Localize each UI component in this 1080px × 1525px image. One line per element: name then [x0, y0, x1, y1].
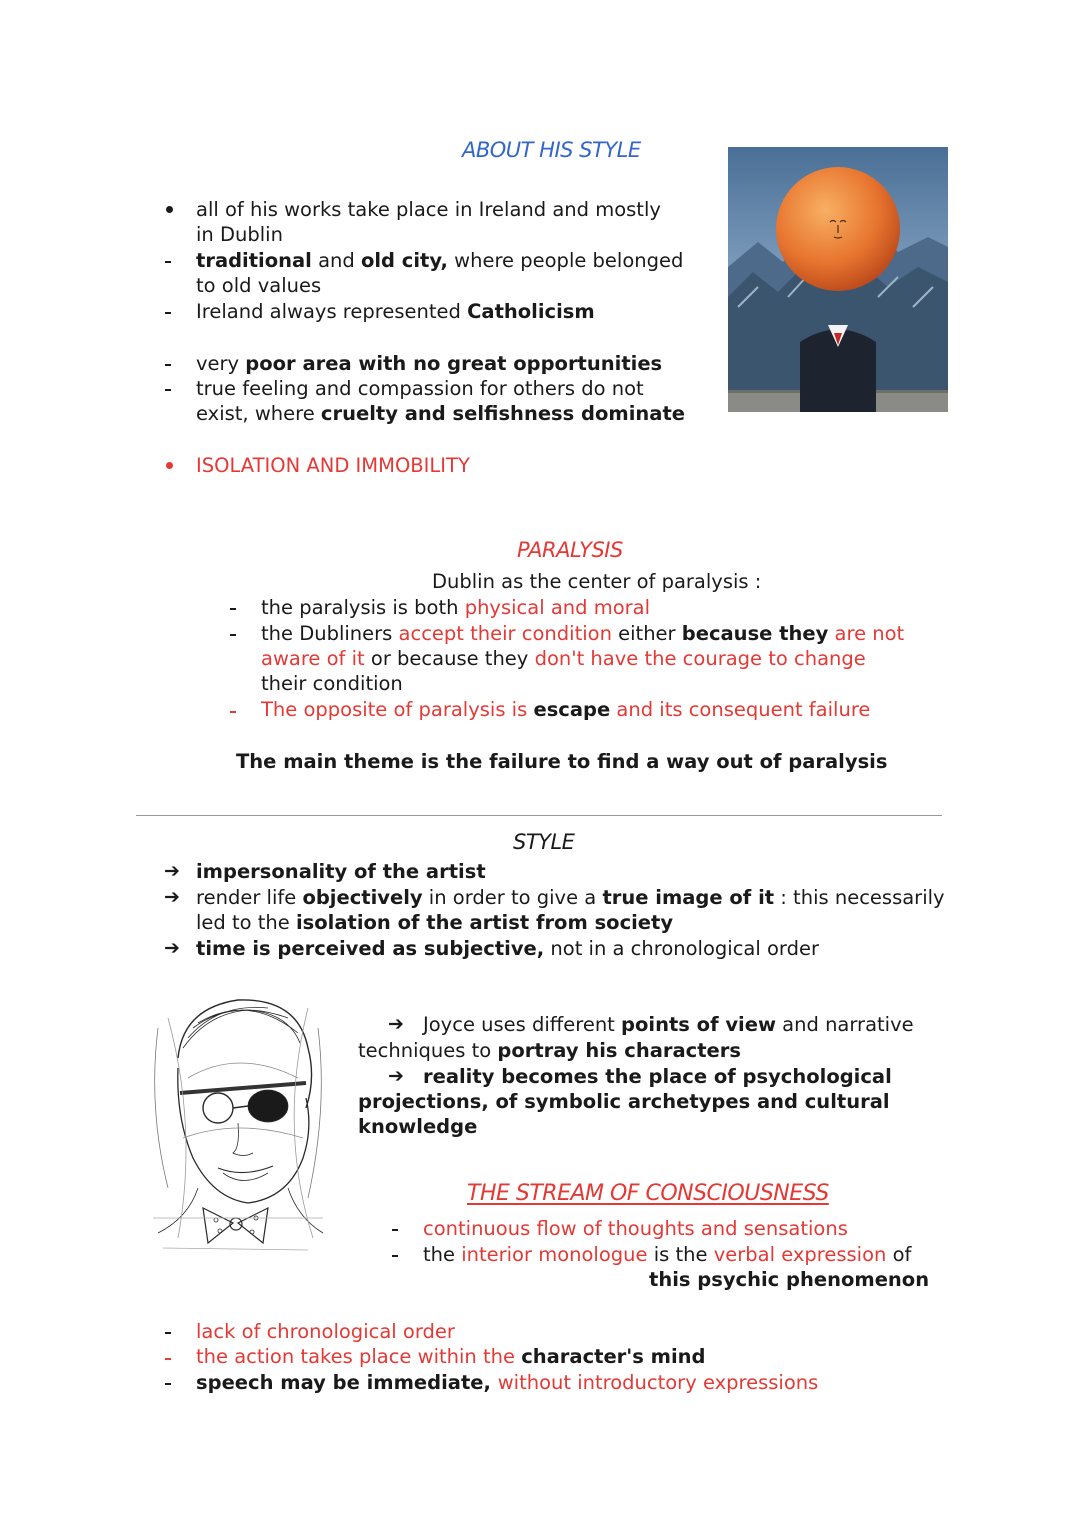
- text-run: impersonality of the artist: [196, 860, 486, 883]
- text-line: [196, 1370, 818, 1396]
- text-line: [196, 273, 321, 299]
- text-run: verbal expression: [713, 1243, 887, 1266]
- dash-bullet: [165, 364, 171, 366]
- text-run: and: [311, 249, 361, 272]
- text-line: [196, 859, 486, 885]
- arrow-right-icon: ➔: [164, 886, 180, 908]
- text-run: portray his characters: [497, 1039, 742, 1062]
- main-theme: The main theme is the failure to find a way out of paralysis: [236, 750, 888, 773]
- text-line: [196, 197, 661, 223]
- dash-bullet: [165, 261, 171, 263]
- text-run: time is perceived as subjective,: [196, 937, 545, 960]
- text-run: without introductory expressions: [497, 1371, 819, 1394]
- text-run: escape: [533, 698, 611, 721]
- text-run: the paralysis is both: [261, 596, 465, 619]
- text-line: [358, 1089, 890, 1115]
- highlight-isolation: ISOLATION AND IMMOBILITY: [196, 454, 470, 477]
- text-run: led to the: [196, 911, 296, 934]
- dash-bullet: [165, 389, 171, 391]
- arrow-right-icon: ➔: [164, 937, 180, 959]
- text-line: [196, 222, 283, 248]
- text-run: points of view: [621, 1013, 776, 1036]
- text-run: is the: [647, 1243, 714, 1266]
- text-run: cruelty and selfishness dominate: [320, 402, 685, 425]
- text-line: [358, 1038, 741, 1064]
- arrow-right-icon: ➔: [388, 1065, 404, 1087]
- text-run: old city,: [360, 249, 448, 272]
- section-title-stream-of-consciousness: THE STREAM OF CONSCIOUSNESS: [467, 1181, 829, 1206]
- text-run: the: [423, 1243, 462, 1266]
- dash-bullet: [392, 1255, 398, 1257]
- text-run: and: [544, 596, 594, 619]
- text-run: moral: [593, 596, 651, 619]
- text-run: continuous flow of thoughts and sensations: [423, 1217, 848, 1240]
- text-run: the action takes place within the: [196, 1345, 522, 1368]
- text-line: [423, 1242, 911, 1268]
- text-run: where people belonged: [447, 249, 684, 272]
- text-run: are not: [834, 622, 905, 645]
- dash-bullet: [230, 634, 236, 636]
- text-run: true image of it: [602, 886, 775, 909]
- text-run: in order to give a: [422, 886, 603, 909]
- text-run: the Dubliners: [261, 622, 399, 645]
- text-line: [261, 595, 650, 621]
- bullet-dot: [166, 206, 173, 213]
- text-run: The opposite of paralysis is: [261, 698, 534, 721]
- text-run: all of his works take place in Ireland and mostly: [196, 198, 661, 221]
- text-run: Ireland always represented: [196, 300, 468, 323]
- text-line: [196, 401, 685, 427]
- text-run: techniques to: [358, 1039, 498, 1062]
- section-title-about-his-style: ABOUT HIS STYLE: [462, 138, 641, 162]
- text-run: objectively: [302, 886, 423, 909]
- text-run: physical: [464, 596, 545, 619]
- text-run: very: [196, 352, 246, 375]
- text-run: true feeling and compassion for others do not: [196, 377, 644, 400]
- text-run: either: [611, 622, 682, 645]
- text-run: in Dublin: [196, 223, 283, 246]
- magritte-apple-face-painting-icon: [728, 147, 948, 412]
- text-line: [196, 299, 595, 325]
- text-run: interior monologue: [461, 1243, 648, 1266]
- text-run: character's mind: [521, 1345, 706, 1368]
- text-run: accept their condition: [398, 622, 612, 645]
- text-run: Catholicism: [467, 300, 595, 323]
- text-line: [261, 697, 870, 723]
- text-run: don't have the courage to change: [534, 647, 866, 670]
- text-line: [358, 1114, 477, 1140]
- text-run: exist, where: [196, 402, 321, 425]
- text-line: [196, 910, 673, 936]
- text-line: [423, 1216, 848, 1242]
- text-line: [196, 376, 644, 402]
- text-line: [196, 1319, 455, 1345]
- text-line: [261, 621, 904, 647]
- text-run: lack of chronological order: [196, 1320, 455, 1343]
- text-run: isolation of the artist from society: [295, 911, 674, 934]
- text-run: traditional: [196, 249, 312, 272]
- text-line: [196, 351, 662, 377]
- text-run: of: [886, 1243, 912, 1266]
- section-title-style: STYLE: [513, 830, 575, 854]
- text-run: : this necessarily: [774, 886, 945, 909]
- dash-bullet: [165, 312, 171, 314]
- text-line: [196, 248, 683, 274]
- text-line: [261, 671, 403, 697]
- dash-bullet: [230, 608, 236, 610]
- text-line: [423, 1012, 914, 1038]
- bullet-dot: [166, 462, 173, 469]
- text-run: Joyce uses different: [423, 1013, 622, 1036]
- text-line: [423, 1064, 892, 1090]
- text-run: their condition: [261, 672, 403, 695]
- text-line: [196, 885, 945, 911]
- joyce-portrait-sketch-icon: [138, 988, 333, 1256]
- dash-bullet: [230, 711, 236, 713]
- dash-bullet: [392, 1229, 398, 1231]
- text-run: aware of it: [261, 647, 365, 670]
- text-run: because they: [681, 622, 829, 645]
- text-line: [649, 1267, 929, 1293]
- dash-bullet: [165, 1383, 171, 1385]
- text-run: or because they: [364, 647, 535, 670]
- section-title-paralysis: PARALYSIS: [517, 538, 623, 562]
- text-run: knowledge: [358, 1115, 478, 1138]
- arrow-right-icon: ➔: [164, 860, 180, 882]
- text-run: render life: [196, 886, 303, 909]
- text-run: speech may be immediate,: [196, 1371, 498, 1394]
- text-run: to old values: [196, 274, 322, 297]
- text-run: this psychic phenomenon: [649, 1268, 930, 1291]
- text-run: reality becomes the place of psychological: [423, 1065, 892, 1088]
- text-line: [196, 936, 819, 962]
- text-run: and narrative: [775, 1013, 914, 1036]
- text-run: projections, of symbolic archetypes and cultural: [358, 1090, 890, 1113]
- text-run: poor area with no great opportunities: [245, 352, 663, 375]
- arrow-right-icon: ➔: [388, 1013, 404, 1035]
- paralysis-intro: Dublin as the center of paralysis :: [432, 570, 762, 593]
- text-line: [196, 1344, 706, 1370]
- text-line: [261, 646, 866, 672]
- dash-bullet: [165, 1332, 171, 1334]
- text-run: and its consequent failure: [610, 698, 871, 721]
- text-run: not in a chronological order: [544, 937, 819, 960]
- dash-bullet: [165, 1358, 171, 1360]
- section-divider: [136, 815, 942, 816]
